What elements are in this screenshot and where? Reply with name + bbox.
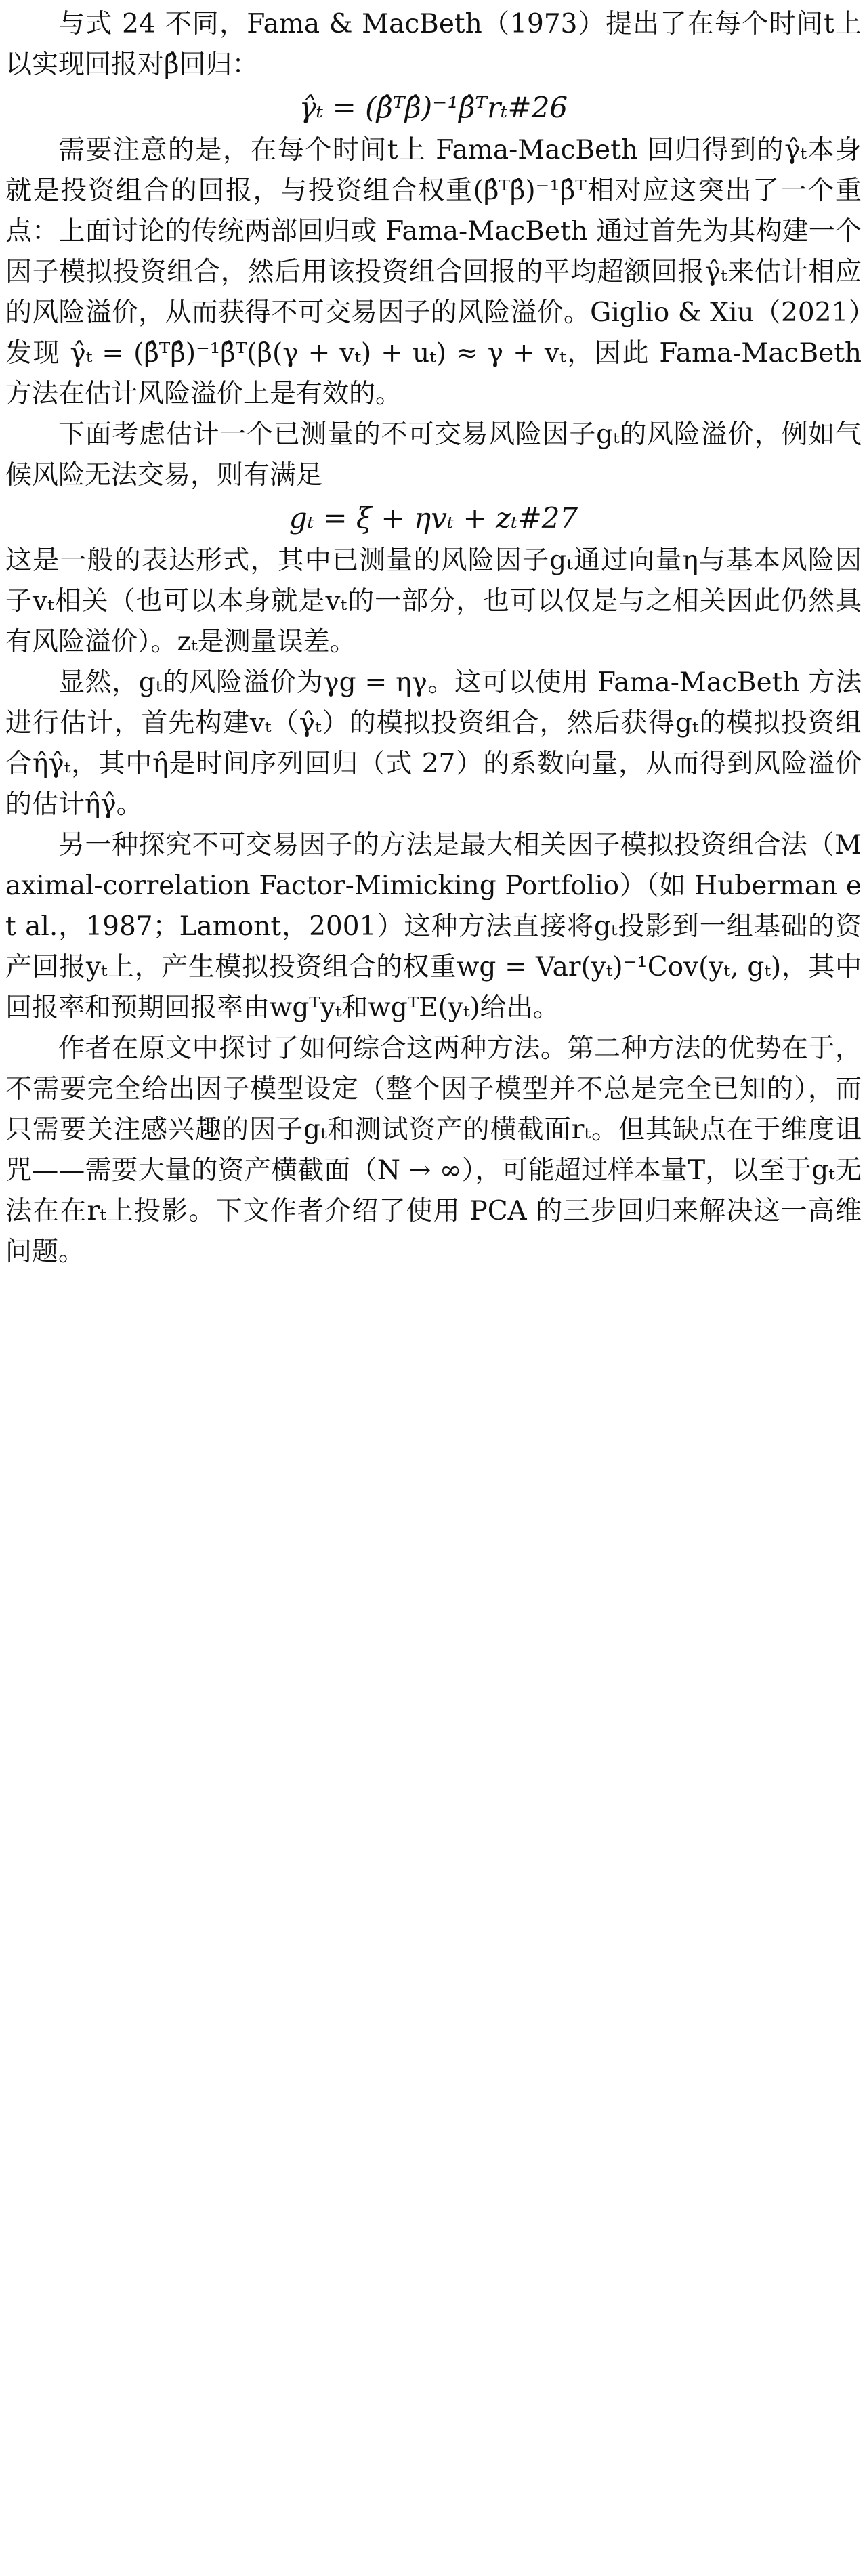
paragraph-2: 需要注意的是，在每个时间t上 Fama-MacBeth 回归得到的γ̂ₜ本身就是投资组合的回报，与投资组合权重(β̂ᵀβ̂)⁻¹β̂ᵀ相对应这突出了一个重点：上面讨论的传统两部回归或 Fama-MacBeth 通过首先为其构建一个因子模拟投资组合，然后用该投资组合回报的平均超额回报γ̂ₜ来估计相应的风险溢价，从而获得不可交易因子的风险溢价。Giglio & Xiu（2021）发现 γ̂ₜ = (β̂ᵀβ̂)⁻¹β̂ᵀ(β(γ + vₜ) + uₜ) ≈ γ + vₜ，因此 Fama-MacBeth 方法在估计风险溢价上是有效的。: [5, 135, 862, 409]
paragraph-5: 显然，gₜ的风险溢价为γg = ηγ。这可以使用 Fama-MacBeth 方法进行估计，首先构建vₜ（γ̂ₜ）的模拟投资组合，然后获得gₜ的模拟投资组合η̂γ̂ₜ，其中η̂是时间序列回归（式 27）的系数向量，从而得到风险溢价的估计η̂γ̂。: [5, 667, 862, 820]
paragraph-3: 下面考虑估计一个已测量的不可交易风险因子gₜ的风险溢价，例如气候风险无法交易，则有满足: [5, 419, 862, 491]
equation-26: γ̂ₜ = (β̂ᵀβ̂)⁻¹β̂ᵀrₜ#26: [299, 91, 568, 124]
paragraph-4: 这是一般的表达形式，其中已测量的风险因子gₜ通过向量η与基本风险因子vₜ相关（也可以本身就是vₜ的一部分，也可以仅是与之相关因此仍然具有风险溢价）。zₜ是测量误差。: [5, 545, 862, 657]
paragraph-7: 作者在原文中探讨了如何综合这两种方法。第二种方法的优势在于，不需要完全给出因子模型设定（整个因子模型并不总是完全已知的），而只需要关注感兴趣的因子gₜ和测试资产的横截面rₜ。但其缺点在于维度诅咒——需要大量的资产横截面（N → ∞），可能超过样本量T，以至于gₜ无法在在rₜ上投影。下文作者介绍了使用 PCA 的三步回归来解决这一高维问题。: [5, 1033, 862, 1267]
paragraph-1: 与式 24 不同，Fama & MacBeth（1973）提出了在每个时间t上以实现回报对β̂回归：: [5, 9, 862, 80]
paragraph-6: 另一种探究不可交易因子的方法是最大相关因子模拟投资组合法（Maximal-correlation Factor-Mimicking Portfolio）（如 Huberman et al.，1987；Lamont，2001）这种方法直接将gₜ投影到一组基础的资产回报yₜ上，产生模拟投资组合的权重wg = Var(yₜ)⁻¹Cov(yₜ, gₜ)，其中回报率和预期回报率由wgᵀyₜ和wgᵀE(yₜ)给出。: [5, 830, 862, 1023]
document-page: [0, 0, 867, 1272]
equation-27: gₜ = ξ + ηvₜ + zₜ#27: [289, 501, 578, 535]
